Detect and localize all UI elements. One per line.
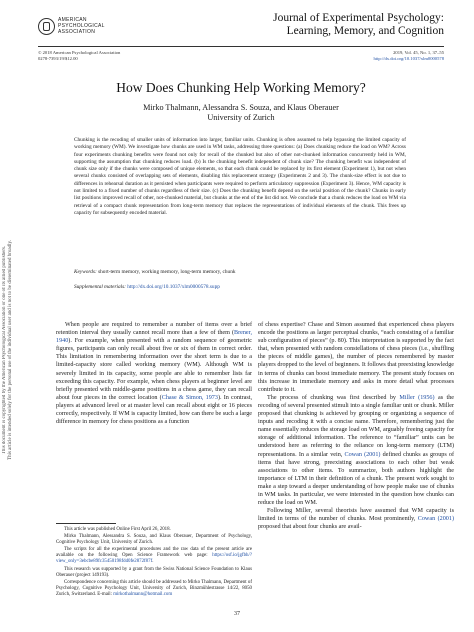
body-paragraph: The process of chunking was first described by Miller (1956) as the recoding of several presented stimuli into a single familiar unit or chunk. Miller proposed that chunking is achieved by grouping or organizing a sequence of inputs and recoding it with a concise name. Therefore, remembering just the name essentially reduces the storage load on WM, arguably freeing capacity for storage of additional information. The reference to “familiar” units can be understood here as referring to the reliance on long-term memory (LTM) representations. In a similar vein, Cowan (2001) defined chunks as groups of items that have strong, preexisting associations to each other but weak associations to other items. To summarize, both authors highlight the importance of LTM in their definition of a chunk. The present work sought to make a step toward a deeper understanding of how people make use of chunks in WM tasks. In particular, we were interested in the question how chunks can reduce the load on WM. (258, 394, 455, 507)
footnote: The scripts for all the experimental procedures and the raw data of the present article are available on the following Open Science Framework web page: https://osf.io/jgfbh/?view_only=3ebcbe89fc35450198fdd0fe2872f87f. (56, 547, 252, 565)
copyright-info: © 2018 American Psychological Association 0278-7393/19/$12.00 (38, 50, 121, 61)
doi-link[interactable]: http://dx.doi.org/10.1037/xlm0000578 (373, 56, 444, 61)
body-column-left (56, 321, 252, 426)
citation-link[interactable]: Cowan (2001) (417, 516, 454, 523)
body-paragraph: of chess expertise? Chase and Simon assumed that experienced chess players encode the positions as larger perceptual chunks, “each consisting of a familiar sub configuration of pieces” (p. 80). This interpretation is supported by the fact that, when presented with random constellations of chess pieces (i.e., shuffling the pieces of middle games), the number of pieces remembered by master players dropped to the level of beginners. It follows that preexisting knowledge in terms of chunks can boost immediate memory. The present study focuses on this increase in immediate memory and asks in more detail what processes contribute to it. (258, 322, 454, 393)
supplemental-link[interactable]: http://dx.doi.org/10.1037/xlm0000578.supp (127, 284, 220, 290)
side-notice-line-1: This document is copyrighted by the American Psychological Association or one of its allied publishers. (2, 245, 7, 455)
supplemental-materials (74, 284, 406, 291)
footnote: Mirko Thalmann, Alessandra S. Souza, and Klaus Oberauer, Department of Psychology, Cognitive Psychology Unit, University of Zurich. (56, 534, 252, 546)
side-copyright-notice (2, 90, 16, 610)
email-link[interactable]: mirkothalmann@hotmail.com (113, 591, 173, 597)
apa-seal-icon (38, 18, 55, 35)
apa-logo-text: AMERICAN PSYCHOLOGICAL ASSOCIATION (58, 17, 105, 35)
keywords-list: short-term memory, working memory, long-term memory, chunk (98, 269, 236, 275)
footnote: This research was supported by a grant from the Swiss National Science Foundation to Klaus Oberauer (project 149193). (56, 566, 252, 578)
article-authors: Mirko Thalmann, Alessandra S. Souza, and Klaus Oberauer (143, 103, 339, 112)
footnote: This article was published Online First April 26, 2018. (64, 527, 171, 532)
supplemental-label: Supplemental materials: (74, 284, 126, 290)
volume-info: 2019, Vol. 45, No. 1, 37–55 http://dx.doi.org/10.1037/xlm0000578 (373, 50, 444, 61)
footnote-rule (56, 523, 116, 524)
citation-link[interactable]: Cowan (2001) (344, 451, 381, 458)
body-paragraph: Following Miller, several theorists have assumed that WM capacity is limited in terms of the number of chunks. Most prominently, Cowan (2001) proposed that about four chunks are avail- (258, 508, 454, 531)
body-paragraph: When people are required to remember a number of items over a brief retention interval they usually cannot recall more than a few of them (Brener, 1940). For example, when presented with a random sequence of geometric figures, participants can only recall about five or six of them in correct order. This limitation in remembering information over the short term is due to a limited-capacity store called working memory (WM). Although WM is severely limited in its capacity, some people are able to remember lists far exceeding this capacity. For example, when chess players at beginner level are briefly presented with middle-game positions in a chess game, they can recall about four pieces in the correct location (Chase & Simon, 1973). In contrast, players at advanced level or at master level can recall about eight or 16 pieces correctly, respectively. If WM is capacity limited, how can there be such a large difference in memory for chess positions as a function (56, 322, 252, 426)
abstract: Chunking is the recoding of smaller units of information into larger, familiar units. Chunking is often assumed to help bypassing the limited capacity of working memory (WM). We investigate how chunks are used in WM tasks, addressing three questions: (a) Does chunking reduce the load on WM? Across four experiments chunking benefits were found not only for recall of the chunked but also of other not-chunked information concurrently held in WM, supporting the assumption that chunking reduces load. (b) Is the chunking benefit independent of chunk size? The chunking benefit was independent of chunk size only if the chunks were composed of unique elements, so that each chunk could be replaced by its first element (Experiment 1), but not when several chunks consisted of overlapping sets of elements, disabling this replacement strategy (Experiments 2 and 3). The chunk-size effect is not due to differences in rehearsal duration as it persisted when participants were required to perform articulatory suppression (Experiment 3). Hence, WM capacity is not limited to a fixed number of chunks regardless of their size. (c) Does the chunking benefit depend on the serial position of the chunk? Chunks in early list positions improved recall of other, not-chunked material, but chunks at the end of the list did not. We conclude that a chunk reduces the load on WM via retrieval of a compact chunk representation from long-term memory that replaces the representations of individual elements of the chunk. This frees up capacity for subsequently encoded material. (74, 137, 406, 216)
header-rule (38, 46, 444, 47)
page-number: 37 (234, 611, 240, 617)
body-column-right (258, 321, 454, 531)
citation-link[interactable]: Brener, 1940 (56, 330, 252, 345)
footnotes (56, 527, 252, 599)
journal-title: Journal of Experimental Psychology: Learning, Memory, and Cognition (273, 12, 444, 37)
side-notice-line-2: This article is intended solely for the personal use of the individual user and is not to be disseminated broadly. (8, 240, 13, 460)
apa-logo (38, 16, 138, 42)
footnote: Correspondence concerning this article should be addressed to Mirko Thalmann, Department of Psychology, Cognitive Psychology Unit, University of Zurich, Binzmühlestrasse 14/22, 8050 Zurich, Switzerland. E-mail: mirkothalmann@hotmail.com (56, 579, 252, 597)
citation-link[interactable]: Chase & Simon, 1973 (161, 394, 218, 401)
keywords-label: Keywords: (74, 269, 97, 275)
citation-link[interactable]: Miller (1956) (399, 394, 435, 401)
keywords (74, 269, 406, 276)
article-title: How Does Chunking Help Working Memory? (116, 80, 366, 95)
osf-link[interactable]: https://osf.io/jgfbh/?view_only=3ebcbe89fc35450198fdd0fe2872f87f (56, 553, 252, 565)
article-affiliation: University of Zurich (207, 113, 275, 122)
